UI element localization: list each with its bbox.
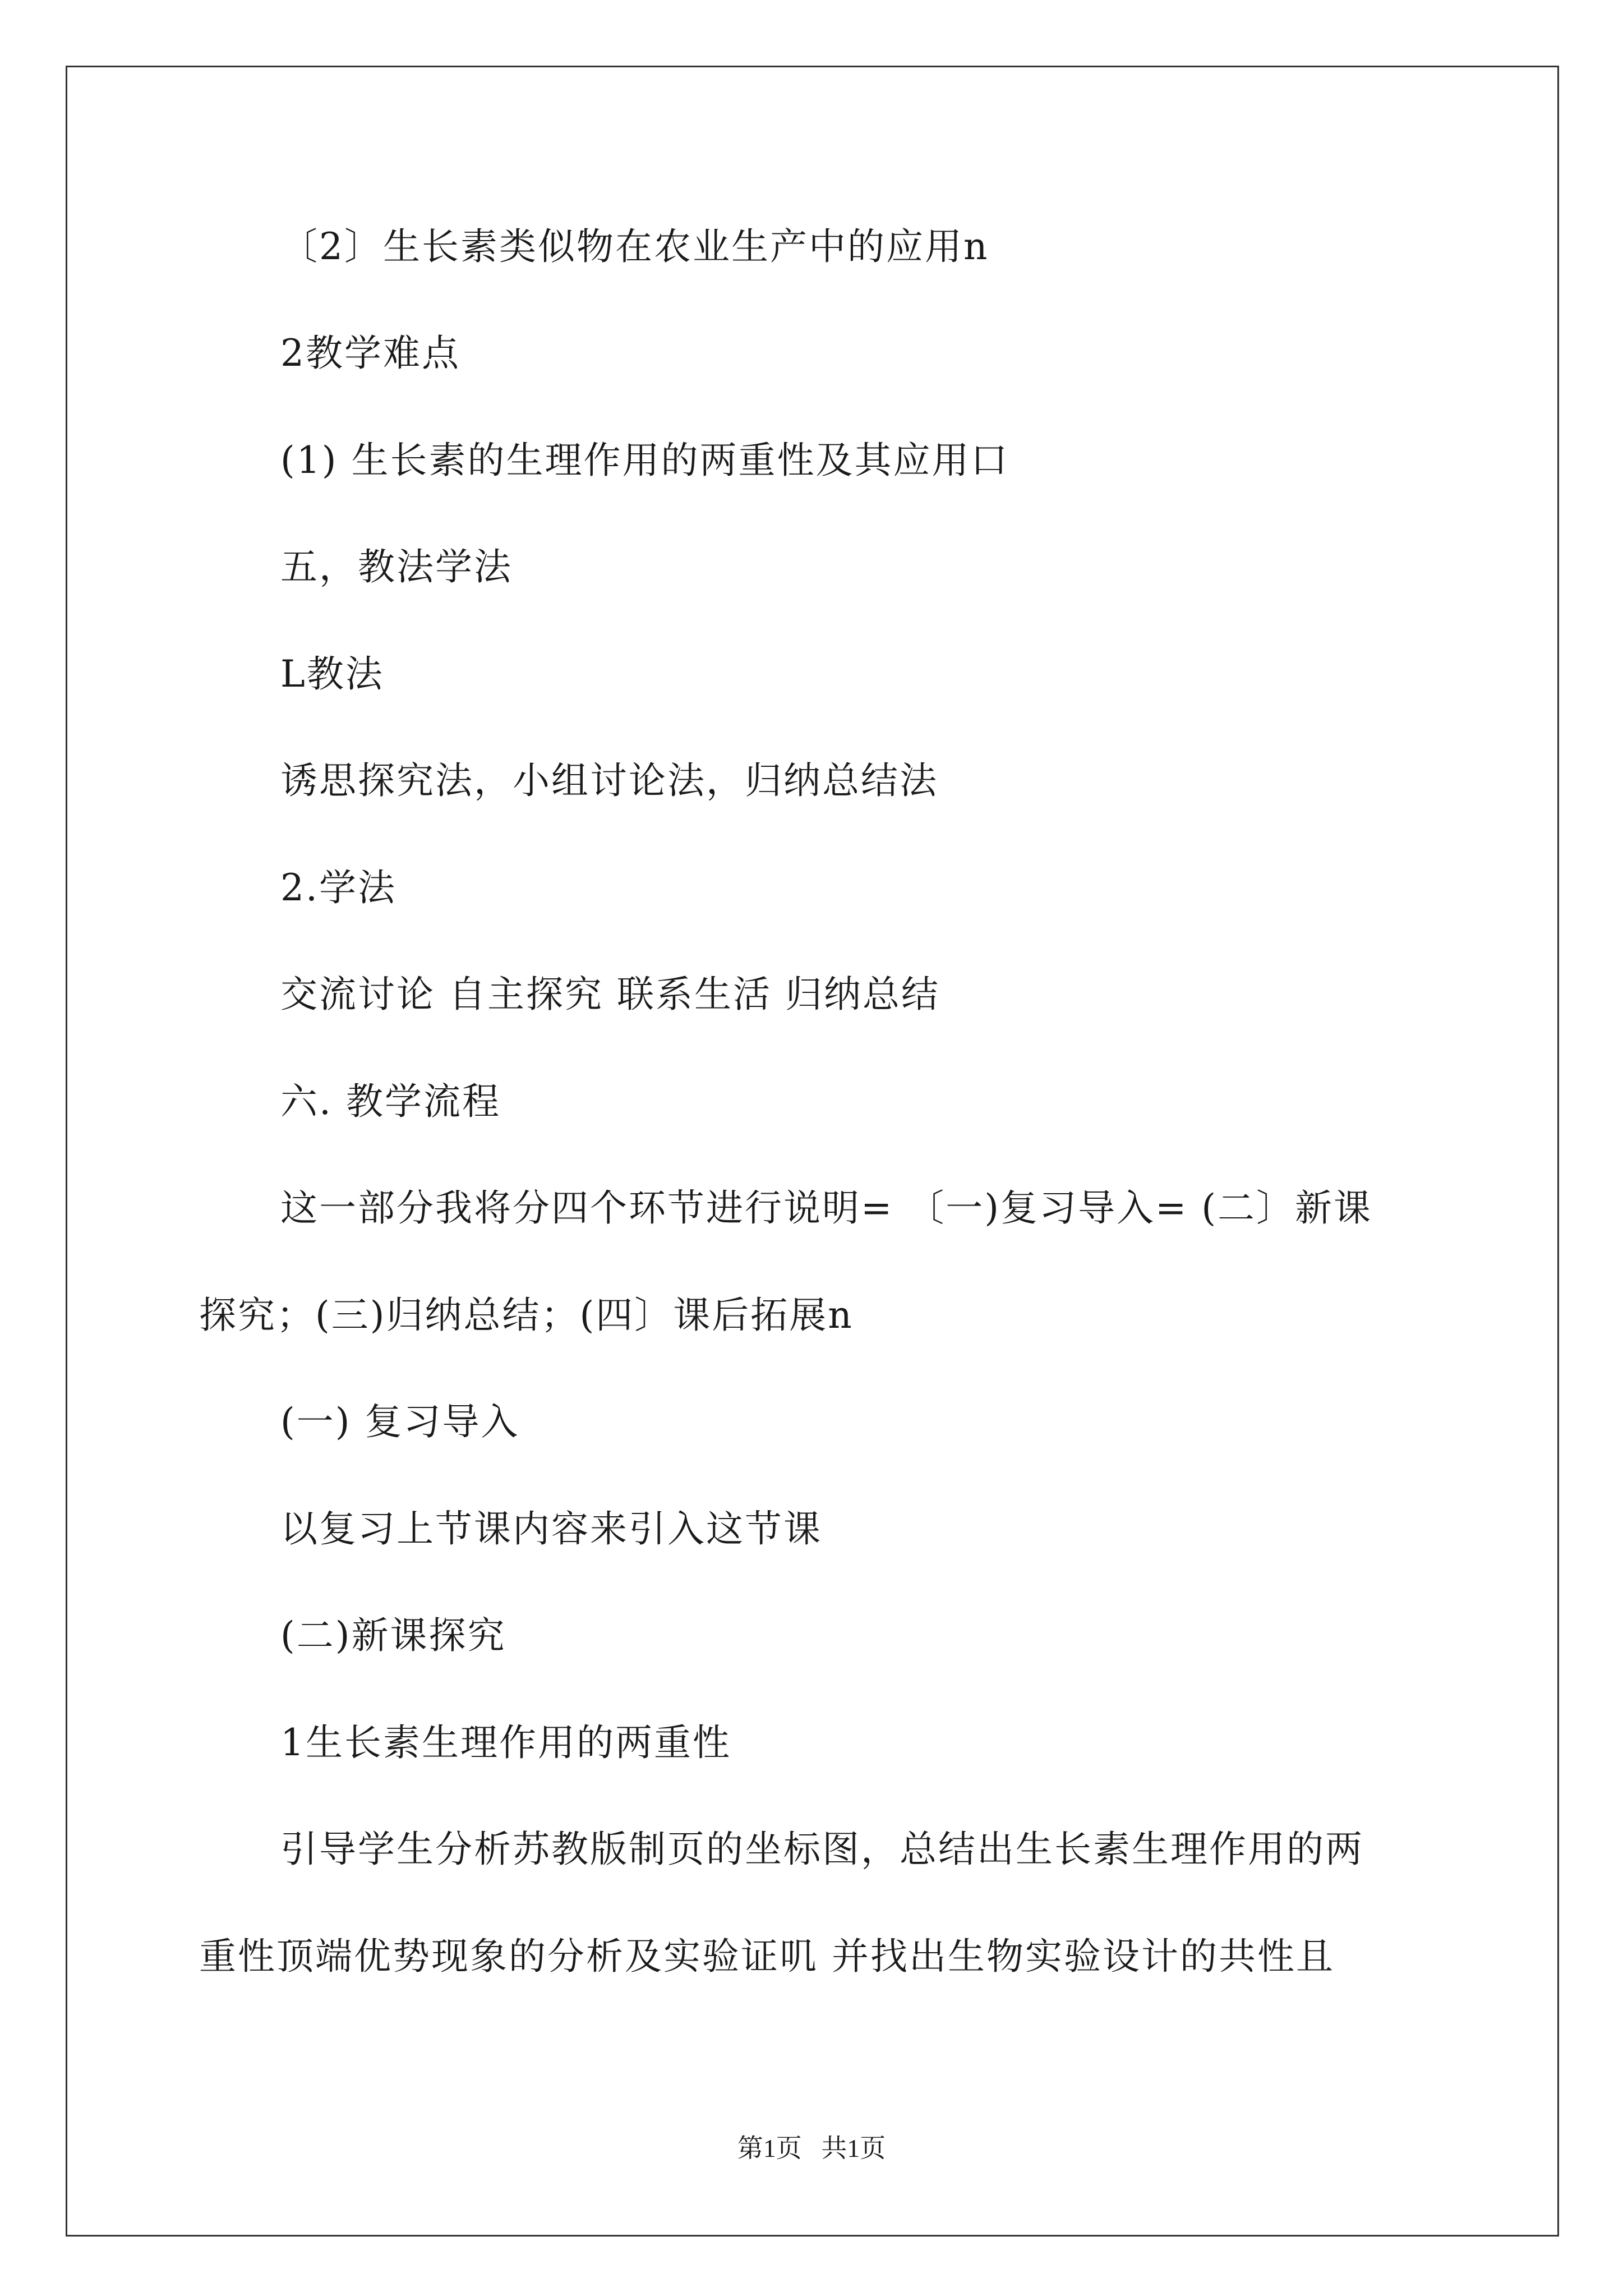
text-line-1: 〔2〕生长素类似物在农业生产中的应用n — [280, 225, 989, 268]
text-line-12: (一) 复习导入 — [280, 1400, 520, 1443]
text-line-16: 引导学生分析苏教版制页的坐标图，总结出生长素生理作用的两 — [280, 1828, 1364, 1871]
text-line-4: 五，教法学法 — [280, 545, 513, 588]
text-line-13: 以复习上节课内容来引入这节课 — [280, 1507, 822, 1550]
text-line-6: 诱思探究法，小组讨论法，归纳总结法 — [280, 759, 938, 802]
page-border — [66, 66, 1559, 2237]
text-line-17: 重性顶端优势现象的分析及实验证叽 并找出生物实验设计的共性且 — [199, 1935, 1335, 1978]
text-line-15: 1生长素生理作用的两重性 — [280, 1721, 731, 1764]
text-line-5: L教法 — [280, 652, 384, 696]
text-line-8: 交流讨论 自主探究 联系生活 归纳总结 — [280, 973, 940, 1016]
text-line-3: (1) 生长素的生理作用的两重性及其应用口 — [280, 439, 1009, 482]
text-line-11: 探究；(三)归纳总结；(四〕课后拓展n — [199, 1294, 854, 1337]
text-line-9: 六. 教学流程 — [280, 1080, 501, 1123]
text-line-14: (二)新课探究 — [280, 1614, 506, 1657]
page-number-footer: 第1页 共1页 — [737, 2134, 886, 2162]
text-line-2: 2教学难点 — [280, 332, 460, 375]
text-line-7: 2.学法 — [280, 866, 396, 909]
text-line-10: 这一部分我将分四个环节进行说明= 〔一)复习导入= (二〕新课 — [280, 1186, 1373, 1230]
